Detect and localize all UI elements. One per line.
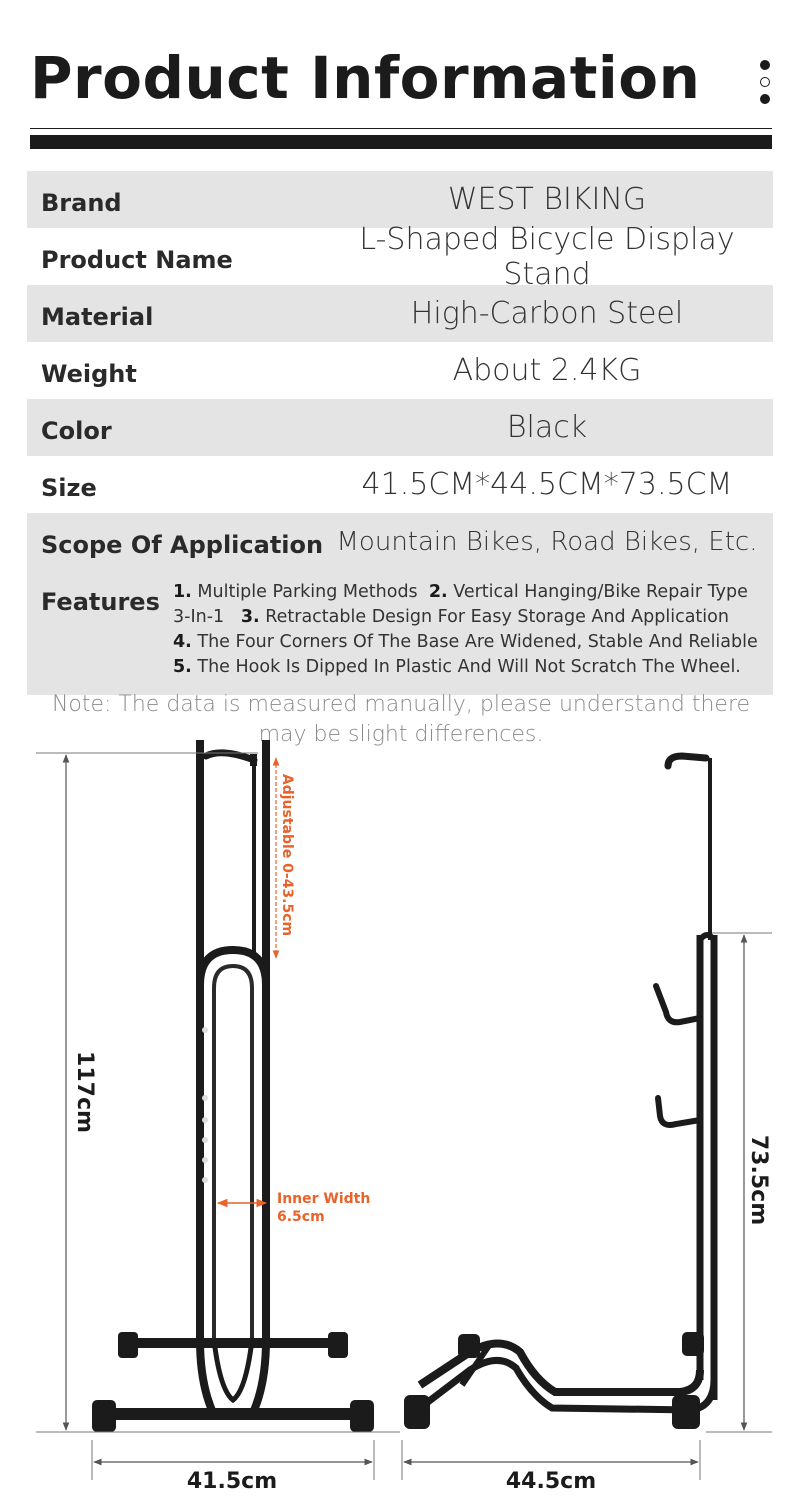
spec-row-brand	[27, 171, 773, 228]
side-depth-label: 44.5cm	[505, 1469, 597, 1494]
spec-label: Scope Of Application	[41, 530, 324, 559]
feature-text: Vertical Hanging/Bike Repair Type	[453, 582, 748, 602]
inner-width-value: 6.5cm	[277, 1209, 325, 1225]
spec-value: L-Shaped Bicycle Display Stand	[359, 221, 735, 292]
divider-bar	[30, 135, 772, 149]
inner-width-label: Inner Width	[277, 1191, 371, 1207]
divider	[30, 128, 772, 129]
features-label: Features	[41, 588, 160, 616]
spec-table	[27, 171, 773, 695]
total-height-label: 117cm	[72, 1051, 97, 1133]
spec-row-weight	[27, 342, 773, 399]
side-view-stand	[404, 756, 714, 1429]
measurement-note: Note: The data is measured manually, please understand there may be slight differences.	[51, 692, 751, 747]
spec-value: High-Carbon Steel	[410, 296, 684, 331]
spec-value: WEST BIKING	[447, 182, 647, 217]
spec-value: 41.5CM*44.5CM*73.5CM	[361, 467, 733, 502]
dimension-diagram	[0, 740, 800, 1502]
feature-number: 2.	[428, 582, 448, 602]
dot-icon	[760, 94, 770, 104]
spec-row-product-name	[27, 221, 773, 292]
more-options-icon	[758, 60, 774, 111]
features-row	[27, 570, 773, 695]
spec-value: About 2.4KG	[452, 353, 642, 388]
spec-label: Brand	[41, 188, 122, 217]
spec-value: Mountain Bikes, Road Bikes, Etc.	[336, 526, 758, 557]
front-view-stand	[92, 740, 374, 1432]
feature-text: The Four Corners Of The Base Are Widened, Stable And Reliable	[197, 632, 758, 652]
feature-number: 4.	[173, 632, 192, 652]
spec-row-color	[27, 399, 773, 456]
dot-icon	[760, 60, 770, 70]
spec-label: Color	[41, 416, 112, 445]
feature-number: 5.	[173, 657, 192, 677]
features-list	[173, 580, 773, 695]
side-height-label: 73.5cm	[746, 1134, 771, 1226]
spec-label: Size	[41, 473, 97, 502]
feature-text: Multiple Parking Methods	[197, 582, 418, 602]
feature-text: Retractable Design For Easy Storage And Application	[265, 607, 729, 627]
spec-row-scope	[27, 513, 773, 570]
page-title: Product Information	[30, 44, 701, 112]
spec-label: Product Name	[41, 245, 233, 274]
spec-label: Weight	[41, 359, 137, 388]
feature-text: The Hook Is Dipped In Plastic And Will Not Scratch The Wheel.	[197, 657, 741, 677]
adjustable-label: Adjustable 0-43.5cm	[279, 773, 295, 937]
feature-number: 1.	[173, 582, 192, 602]
feature-text: 3-In-1	[173, 607, 225, 627]
spec-row-size	[27, 456, 773, 513]
dot-icon	[760, 77, 770, 87]
spec-label: Material	[41, 302, 154, 331]
feature-number: 3.	[240, 607, 260, 627]
spec-row-material	[27, 285, 773, 342]
spec-value: Black	[506, 410, 588, 445]
front-width-label: 41.5cm	[186, 1469, 278, 1494]
